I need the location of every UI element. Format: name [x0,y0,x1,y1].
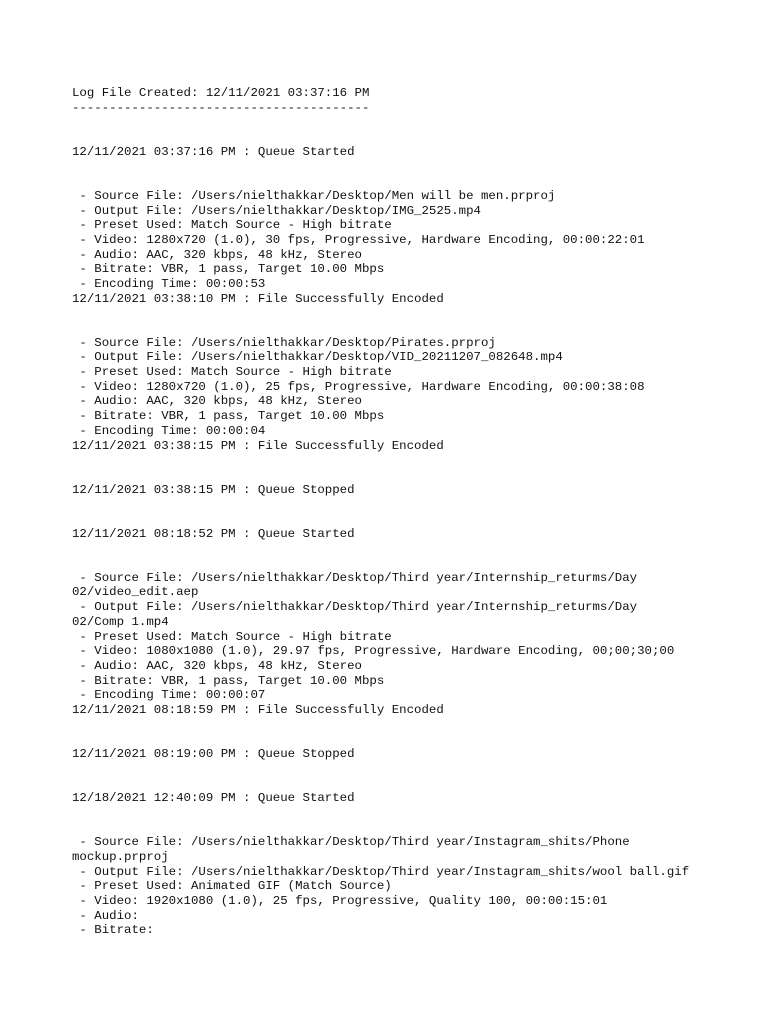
encode-job-block [72,835,752,938]
job-detail-line: - Encoding Time: 00:00:53 [72,276,266,291]
job-detail-line: - Source File: /Users/nielthakkar/Desktop/Pirates.prproj [72,335,496,350]
encode-job-block [72,189,752,307]
queue-event-line: 12/11/2021 08:18:52 PM : Queue Started [72,526,355,541]
job-detail-line: - Preset Used: Match Source - High bitrate [72,629,392,644]
log-document [72,86,752,938]
job-detail-line: mockup.prproj [72,849,169,864]
job-detail-line: - Output File: /Users/nielthakkar/Desktop/Third year/Internship_returms/Day [72,600,638,615]
job-detail-line: - Bitrate: [72,923,154,938]
job-detail-line: - Encoding Time: 00:00:07 [72,688,266,703]
blank-gap [72,159,752,188]
blank-gap [72,762,752,791]
job-detail-line: - Preset Used: Match Source - High bitrate [72,218,392,233]
job-detail-line: - Preset Used: Animated GIF (Match Source) [72,879,392,894]
encode-job-block [72,571,752,718]
queue-event-line: 12/11/2021 08:19:00 PM : Queue Stopped [72,747,355,762]
blank-gap [72,718,752,747]
blank-gap [72,453,752,482]
separator-line: ---------------------------------------- [72,100,370,115]
queue-event-line: 12/11/2021 03:38:15 PM : Queue Stopped [72,482,355,497]
blank-gap [72,806,752,835]
job-detail-line: - Preset Used: Match Source - High bitrate [72,365,392,380]
job-detail-line: - Audio: AAC, 320 kbps, 48 kHz, Stereo [72,394,362,409]
encode-job-block [72,336,752,454]
job-detail-line: - Bitrate: VBR, 1 pass, Target 10.00 Mbps [72,409,385,424]
queue-event-line: 12/11/2021 03:37:16 PM : Queue Started [72,144,355,159]
job-detail-line: - Bitrate: VBR, 1 pass, Target 10.00 Mbps [72,673,385,688]
log-body [72,115,752,938]
job-detail-line: - Audio: [72,908,139,923]
job-detail-line: - Audio: AAC, 320 kbps, 48 kHz, Stereo [72,247,362,262]
job-detail-line: - Encoding Time: 00:00:04 [72,423,266,438]
log-created-line: Log File Created: 12/11/2021 03:37:16 PM [72,86,370,100]
blank-gap [72,306,752,335]
blank-gap [72,497,752,526]
queue-event-line: 12/18/2021 12:40:09 PM : Queue Started [72,791,355,806]
job-detail-line: - Output File: /Users/nielthakkar/Desktop/IMG_2525.mp4 [72,203,481,218]
job-detail-line: 02/video_edit.aep [72,585,199,600]
job-detail-line: - Output File: /Users/nielthakkar/Desktop/VID_20211207_082648.mp4 [72,350,563,365]
job-detail-line: - Audio: AAC, 320 kbps, 48 kHz, Stereo [72,658,362,673]
job-detail-line: - Video: 1080x1080 (1.0), 29.97 fps, Progressive, Hardware Encoding, 00;00;30;00 [72,644,675,659]
job-detail-line: 12/11/2021 03:38:15 PM : File Successfully Encoded [72,438,444,453]
job-detail-line: 02/Comp 1.mp4 [72,614,169,629]
job-detail-line: - Source File: /Users/nielthakkar/Desktop/Third year/Instagram_shits/Phone [72,835,630,850]
job-detail-line: 12/11/2021 08:18:59 PM : File Successfully Encoded [72,702,444,717]
job-detail-line: - Source File: /Users/nielthakkar/Desktop/Men will be men.prproj [72,188,556,203]
job-detail-line: - Video: 1920x1080 (1.0), 25 fps, Progressive, Quality 100, 00:00:15:01 [72,893,608,908]
job-detail-line: - Output File: /Users/nielthakkar/Desktop/Third year/Instagram_shits/wool ball.gif [72,864,690,879]
blank-gap [72,115,752,144]
job-detail-line: - Video: 1280x720 (1.0), 30 fps, Progressive, Hardware Encoding, 00:00:22:01 [72,232,645,247]
job-detail-line: - Bitrate: VBR, 1 pass, Target 10.00 Mbps [72,262,385,277]
job-detail-line: - Source File: /Users/nielthakkar/Desktop/Third year/Internship_returms/Day [72,570,638,585]
job-detail-line: - Video: 1280x720 (1.0), 25 fps, Progressive, Hardware Encoding, 00:00:38:08 [72,379,645,394]
job-detail-line: 12/11/2021 03:38:10 PM : File Successfully Encoded [72,291,444,306]
blank-gap [72,541,752,570]
